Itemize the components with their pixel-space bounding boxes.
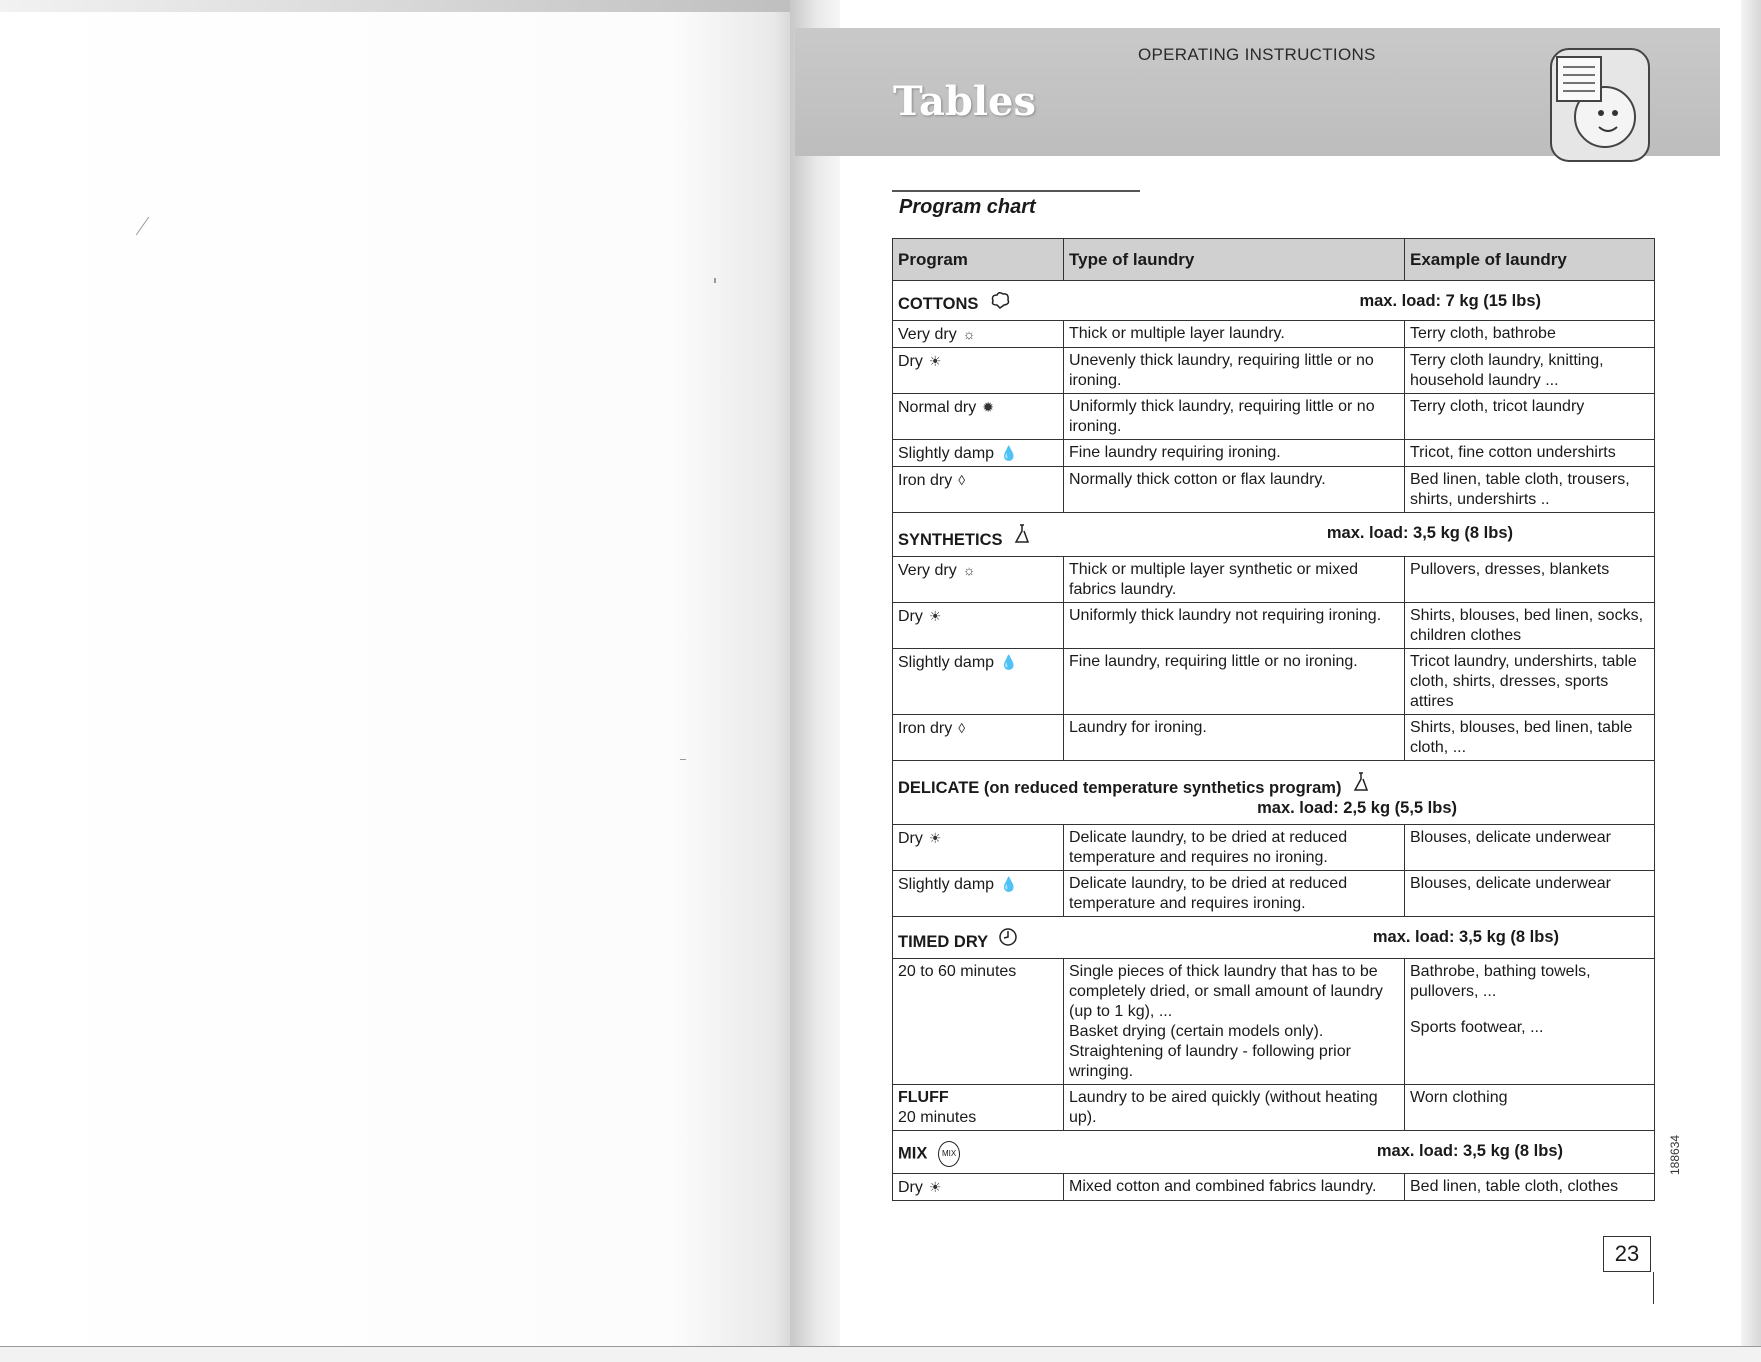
left-page-top-shadow [0, 0, 790, 12]
synthetics-flask-icon [1352, 771, 1370, 793]
program-cell: Iron dry ◊ [893, 467, 1064, 513]
dry-icon: ☀ [928, 830, 942, 846]
example-cell: Terry cloth laundry, knitting, household laundry ... [1405, 348, 1655, 394]
type-cell: Laundry to be aired quickly (without heating up). [1064, 1085, 1405, 1131]
type-cell: Unevenly thick laundry, requiring little or no ironing. [1064, 348, 1405, 394]
example-cell: Terry cloth, tricot laundry [1405, 394, 1655, 440]
slightly-damp-icon: 💧 [1000, 654, 1018, 670]
example-cell: Bathrobe, bathing towels, pullovers, ... Sports footwear, ... [1405, 959, 1655, 1085]
group-name: MIX MIX [898, 1141, 960, 1167]
table-row [893, 959, 1655, 1085]
table-row [893, 1174, 1655, 1201]
table-row [893, 440, 1655, 467]
program-cell: Slightly damp 💧 [893, 440, 1064, 467]
table-row [893, 557, 1655, 603]
page-number: 23 [1603, 1236, 1651, 1272]
type-cell: Uniformly thick laundry, requiring little or no ironing. [1064, 394, 1405, 440]
right-page-edge [1741, 0, 1761, 1361]
dryer-mascot-icon [1545, 45, 1655, 165]
iron-dry-icon: ◊ [958, 472, 966, 488]
type-cell: Thick or multiple layer laundry. [1064, 321, 1405, 348]
type-cell: Single pieces of thick laundry that has to be completely dried, or small amount of laundry (up to 1 kg), ... Basket drying (certain models only). Straightening of laundry - following prior wringing. [1064, 959, 1405, 1085]
very-dry-icon: ☼ [962, 326, 976, 342]
group-row-cottons [893, 281, 1655, 321]
type-cell: Fine laundry, requiring little or no ironing. [1064, 649, 1405, 715]
table-row [893, 348, 1655, 394]
program-cell: Dry ☀ [893, 825, 1064, 871]
example-cell: Blouses, delicate underwear [1405, 871, 1655, 917]
program-cell: Normal dry ✹ [893, 394, 1064, 440]
stray-mark [680, 759, 686, 760]
normal-dry-icon: ✹ [982, 399, 994, 415]
slightly-damp-icon: 💧 [1000, 445, 1018, 461]
group-max-load: max. load: 3,5 kg (8 lbs) [1326, 524, 1513, 542]
group-row-delicate [893, 761, 1655, 825]
column-header-program: Program [893, 239, 1064, 281]
section-rule [892, 190, 1140, 192]
table-row [893, 321, 1655, 348]
scan-bottom-edge [0, 1346, 1761, 1362]
example-cell: Pullovers, dresses, blankets [1405, 557, 1655, 603]
example-cell: Bed linen, table cloth, clothes [1405, 1174, 1655, 1201]
stray-mark [714, 278, 716, 283]
type-cell: Delicate laundry, to be dried at reduced temperature and requires ironing. [1064, 871, 1405, 917]
group-max-load: max. load: 3,5 kg (8 lbs) [1376, 1142, 1563, 1160]
example-cell: Terry cloth, bathrobe [1405, 321, 1655, 348]
example-cell: Worn clothing [1405, 1085, 1655, 1131]
group-max-load: max. load: 3,5 kg (8 lbs) [1372, 928, 1559, 946]
program-cell: Very dry ☼ [893, 557, 1064, 603]
group-row-timed-dry [893, 917, 1655, 959]
header-section-label: OPERATING INSTRUCTIONS [1138, 45, 1376, 64]
group-row-synthetics [893, 513, 1655, 557]
example-cell: Blouses, delicate underwear [1405, 825, 1655, 871]
group-name: COTTONS [898, 291, 1011, 314]
table-row [893, 467, 1655, 513]
dry-icon: ☀ [928, 1179, 942, 1195]
table-row [893, 394, 1655, 440]
mix-icon: MIX [938, 1141, 960, 1167]
dry-icon: ☀ [928, 353, 942, 369]
very-dry-icon: ☼ [962, 562, 976, 578]
table-row [893, 1085, 1655, 1131]
program-cell: Dry ☀ [893, 348, 1064, 394]
column-header-type: Type of laundry [1064, 239, 1405, 281]
page-title: Tables [893, 78, 1036, 125]
cotton-icon [989, 291, 1011, 309]
type-cell: Mixed cotton and combined fabrics laundry. [1064, 1174, 1405, 1201]
group-max-load: max. load: 7 kg (15 lbs) [1359, 292, 1541, 310]
book-spine-shadow [790, 0, 840, 1361]
type-cell: Fine laundry requiring ironing. [1064, 440, 1405, 467]
group-name: DELICATE (on reduced temperature synthetics program) [898, 771, 1370, 798]
left-blank-page [0, 0, 790, 1361]
program-cell: Slightly damp 💧 [893, 649, 1064, 715]
column-header-example: Example of laundry [1405, 239, 1655, 281]
group-name: SYNTHETICS [898, 523, 1031, 550]
type-cell: Normally thick cotton or flax laundry. [1064, 467, 1405, 513]
dry-icon: ☀ [928, 608, 942, 624]
program-cell: Iron dry ◊ [893, 715, 1064, 761]
table-row [893, 603, 1655, 649]
example-cell: Shirts, blouses, bed linen, socks, children clothes [1405, 603, 1655, 649]
program-chart-table [892, 238, 1655, 1201]
section-title: Program chart [899, 196, 1036, 218]
program-cell: Dry ☀ [893, 1174, 1064, 1201]
table-row [893, 649, 1655, 715]
type-cell: Delicate laundry, to be dried at reduced temperature and requires no ironing. [1064, 825, 1405, 871]
table-header-row [893, 239, 1655, 281]
program-cell: Dry ☀ [893, 603, 1064, 649]
table-row [893, 871, 1655, 917]
slightly-damp-icon: 💧 [1000, 876, 1018, 892]
example-cell: Tricot, fine cotton undershirts [1405, 440, 1655, 467]
example-cell: Bed linen, table cloth, trousers, shirts, undershirts .. [1405, 467, 1655, 513]
group-max-load: max. load: 2,5 kg (5,5 lbs) [1257, 799, 1457, 817]
group-row-mix [893, 1131, 1655, 1174]
table-row [893, 715, 1655, 761]
program-cell: Very dry ☼ [893, 321, 1064, 348]
example-cell: Shirts, blouses, bed linen, table cloth, ... [1405, 715, 1655, 761]
type-cell: Laundry for ironing. [1064, 715, 1405, 761]
clock-icon [998, 927, 1018, 947]
document-code: 188634 [1668, 1134, 1682, 1175]
table-row [893, 825, 1655, 871]
page-number-tick [1653, 1272, 1654, 1304]
program-cell: Slightly damp 💧 [893, 871, 1064, 917]
iron-dry-icon: ◊ [958, 720, 966, 736]
type-cell: Uniformly thick laundry not requiring ironing. [1064, 603, 1405, 649]
example-cell: Tricot laundry, undershirts, table cloth, shirts, dresses, sports attires [1405, 649, 1655, 715]
synthetics-flask-icon [1013, 523, 1031, 545]
program-cell: 20 to 60 minutes [893, 959, 1064, 1085]
program-cell: FLUFF 20 minutes [893, 1085, 1064, 1131]
group-name: TIMED DRY [898, 927, 1018, 952]
type-cell: Thick or multiple layer synthetic or mixed fabrics laundry. [1064, 557, 1405, 603]
